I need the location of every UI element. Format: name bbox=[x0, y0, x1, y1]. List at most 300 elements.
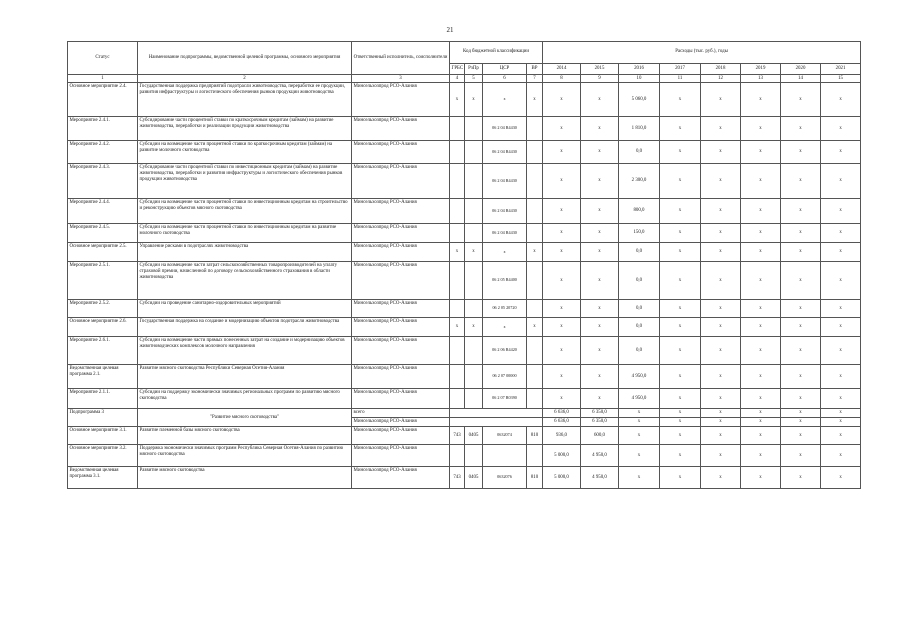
row-executor: Минсельхозпрод РСО-Алания bbox=[352, 389, 450, 409]
table-row bbox=[68, 262, 861, 300]
row-y2016: 0,0 bbox=[619, 243, 660, 262]
row-rzpr bbox=[465, 337, 483, 365]
row-y2015: x bbox=[581, 365, 619, 389]
row-y2014: x bbox=[543, 337, 581, 365]
row-y2021: x bbox=[821, 467, 861, 489]
row-y2018: x bbox=[701, 318, 741, 337]
row-status: Основное мероприятие 3.1. bbox=[68, 427, 138, 445]
row-name: Субсидии на возмещение части процентной ставки по инвестиционным кредитам на развитие молочного скотоводства bbox=[138, 224, 352, 243]
header-year: 2014 bbox=[543, 64, 581, 75]
row-status: Мероприятие 2.4.4. bbox=[68, 199, 138, 224]
row-grbs bbox=[450, 445, 465, 467]
row-y2017: x bbox=[660, 445, 701, 467]
row-rzpr bbox=[465, 117, 483, 141]
column-number: 15 bbox=[821, 75, 861, 83]
row-status: Основное мероприятие 2.5. bbox=[68, 243, 138, 262]
row-name: Субсидирование части процентной ставки по инвестиционным кредитам (займам) на развитие животноводства, переработки и развития инфраструктуры и логистического обеспечения рынков продукции животноводства bbox=[138, 164, 352, 199]
row-csr: x bbox=[483, 318, 527, 337]
sub3-total-y2014: 6 636,0 bbox=[543, 409, 581, 418]
row-y2021: x bbox=[821, 243, 861, 262]
row-grbs: x bbox=[450, 243, 465, 262]
row-executor: Минсельхозпрод РСО-Алания bbox=[352, 243, 450, 262]
row-rzpr bbox=[465, 300, 483, 318]
row-status: Мероприятие 2.4.5. bbox=[68, 224, 138, 243]
row-csr: 06 2 04 R4430 bbox=[483, 164, 527, 199]
row-y2016: 0,0 bbox=[619, 318, 660, 337]
row-vr bbox=[527, 224, 543, 243]
row-status: Мероприятие 2.4.1. bbox=[68, 117, 138, 141]
row-y2017: x bbox=[660, 300, 701, 318]
row-status: Основное мероприятие 3.2. bbox=[68, 445, 138, 467]
row-status: Ведомственная целевая программа 2.1. bbox=[68, 365, 138, 389]
sub3-name: "Развитие мясного скотоводства" bbox=[138, 409, 352, 427]
column-number: 11 bbox=[660, 75, 701, 83]
row-y2019: x bbox=[741, 83, 781, 117]
row-rzpr: x bbox=[465, 83, 483, 117]
row-y2018: x bbox=[701, 300, 741, 318]
sub3-exec-y2016: x bbox=[619, 418, 660, 427]
row-y2018: x bbox=[701, 83, 741, 117]
row-y2018: x bbox=[701, 262, 741, 300]
row-y2020: x bbox=[781, 445, 821, 467]
row-y2017: x bbox=[660, 224, 701, 243]
row-y2020: x bbox=[781, 83, 821, 117]
row-csr: 06 2 05 R4400 bbox=[483, 262, 527, 300]
sub3-total-y2018: x bbox=[701, 409, 741, 418]
header-year: 2019 bbox=[741, 64, 781, 75]
row-status: Мероприятие 2.4.3. bbox=[68, 164, 138, 199]
row-y2020: x bbox=[781, 243, 821, 262]
row-y2016: 4 950,0 bbox=[619, 389, 660, 409]
row-y2017: x bbox=[660, 262, 701, 300]
row-y2016: 0,0 bbox=[619, 141, 660, 164]
row-y2018: x bbox=[701, 141, 741, 164]
header-expenses: Расходы (тыс. руб.), годы bbox=[543, 42, 861, 64]
row-y2020: x bbox=[781, 337, 821, 365]
row-executor: Минсельхозпрод РСО-Алания bbox=[352, 117, 450, 141]
row-y2020: x bbox=[781, 300, 821, 318]
row-y2014: x bbox=[543, 83, 581, 117]
row-y2014: x bbox=[543, 164, 581, 199]
row-csr: x bbox=[483, 243, 527, 262]
row-status: Основное мероприятие 2.4. bbox=[68, 83, 138, 117]
header-name: Наименование подпрограммы, ведомственной целевой программы, основного мероприятия bbox=[138, 42, 352, 75]
sub3-total-label: всего bbox=[352, 409, 450, 418]
row-y2017: x bbox=[660, 117, 701, 141]
row-csr: x bbox=[483, 83, 527, 117]
column-number: 5 bbox=[465, 75, 483, 83]
header-year: 2015 bbox=[581, 64, 619, 75]
row-y2015: x bbox=[581, 117, 619, 141]
row-y2019: x bbox=[741, 467, 781, 489]
row-y2017: x bbox=[660, 243, 701, 262]
program-expenses-table bbox=[67, 41, 861, 489]
row-grbs: x bbox=[450, 318, 465, 337]
table-row bbox=[68, 427, 861, 445]
row-status: Мероприятие 2.6.1. bbox=[68, 337, 138, 365]
row-vr: x bbox=[527, 318, 543, 337]
row-y2015: x bbox=[581, 243, 619, 262]
row-name: Субсидии на возмещение части процентной ставки по краткосрочным кредитам (займам) на развитие молочного скотоводства bbox=[138, 141, 352, 164]
row-rzpr: 0405 bbox=[465, 427, 483, 445]
row-y2021: x bbox=[821, 427, 861, 445]
row-y2016: 1 810,0 bbox=[619, 117, 660, 141]
header-year: 2021 bbox=[821, 64, 861, 75]
sub3-code bbox=[450, 409, 543, 418]
row-rzpr: x bbox=[465, 243, 483, 262]
header-rzpr: РзПр bbox=[465, 64, 483, 75]
row-y2018: x bbox=[701, 117, 741, 141]
row-vr bbox=[527, 300, 543, 318]
row-status: Мероприятие 2.1.1. bbox=[68, 389, 138, 409]
row-y2021: x bbox=[821, 389, 861, 409]
row-vr bbox=[527, 262, 543, 300]
row-y2016: 2 300,0 bbox=[619, 164, 660, 199]
row-y2019: x bbox=[741, 318, 781, 337]
row-executor: Минсельхозпрод РСО-Алания bbox=[352, 427, 450, 445]
column-number: 3 bbox=[352, 75, 450, 83]
column-number: 13 bbox=[741, 75, 781, 83]
row-y2020: x bbox=[781, 141, 821, 164]
row-vr: 810 bbox=[527, 467, 543, 489]
header-year: 2017 bbox=[660, 64, 701, 75]
row-y2016: 800,0 bbox=[619, 199, 660, 224]
row-y2021: x bbox=[821, 318, 861, 337]
row-name: Субсидирование части процентной ставки по краткосрочным кредитам (займам) на развитие животноводства, переработки и реализации продукции животноводства bbox=[138, 117, 352, 141]
row-y2015: 4 950,0 bbox=[581, 445, 619, 467]
row-status: Основное мероприятие 2.6. bbox=[68, 318, 138, 337]
row-y2018: x bbox=[701, 467, 741, 489]
row-y2014: x bbox=[543, 300, 581, 318]
row-name: Субсидии на проведение санитарно-оздоровительных мероприятий bbox=[138, 300, 352, 318]
table-row bbox=[68, 300, 861, 318]
column-number: 7 bbox=[527, 75, 543, 83]
header-year: 2016 bbox=[619, 64, 660, 75]
sub3-exec-y2019: x bbox=[741, 418, 781, 427]
row-y2021: x bbox=[821, 300, 861, 318]
row-executor: Минсельхозпрод РСО-Алания bbox=[352, 199, 450, 224]
row-name: Развитие мясного скотоводства Республики Северная Осетия-Алания bbox=[138, 365, 352, 389]
row-y2020: x bbox=[781, 262, 821, 300]
row-rzpr bbox=[465, 445, 483, 467]
row-name: Развитие племенной базы мясного скотоводства bbox=[138, 427, 352, 445]
row-name: Развитие мясного скотоводства bbox=[138, 467, 352, 489]
row-y2021: x bbox=[821, 141, 861, 164]
row-y2020: x bbox=[781, 365, 821, 389]
row-y2016: x bbox=[619, 445, 660, 467]
row-y2020: x bbox=[781, 224, 821, 243]
row-y2014: x bbox=[543, 389, 581, 409]
sub3-total-y2016: x bbox=[619, 409, 660, 418]
column-number: 10 bbox=[619, 75, 660, 83]
row-y2019: x bbox=[741, 243, 781, 262]
row-y2017: x bbox=[660, 365, 701, 389]
row-name: Субсидии на возмещение части затрат сельскохозяйственных товаропроизводителей на уплату страховой премии, начисленной по договору сельскохозяйственного страхования в области животноводства bbox=[138, 262, 352, 300]
row-name: Субсидии на поддержку экономически значимых региональных программ по развитию мясного скотоводства bbox=[138, 389, 352, 409]
row-rzpr bbox=[465, 365, 483, 389]
column-number: 1 bbox=[68, 75, 138, 83]
row-y2021: x bbox=[821, 164, 861, 199]
row-y2017: x bbox=[660, 164, 701, 199]
row-y2014: x bbox=[543, 243, 581, 262]
column-number: 9 bbox=[581, 75, 619, 83]
row-y2016: 0,0 bbox=[619, 262, 660, 300]
sub3-exec-y2020: x bbox=[781, 418, 821, 427]
row-csr: 06 2 04 R4430 bbox=[483, 199, 527, 224]
row-y2019: x bbox=[741, 427, 781, 445]
row-csr: 06 2 04 R4430 bbox=[483, 141, 527, 164]
row-y2014: x bbox=[543, 141, 581, 164]
row-y2019: x bbox=[741, 262, 781, 300]
row-executor: Минсельхозпрод РСО-Алания bbox=[352, 141, 450, 164]
row-y2017: x bbox=[660, 318, 701, 337]
row-y2020: x bbox=[781, 427, 821, 445]
row-y2018: x bbox=[701, 337, 741, 365]
row-executor: Минсельхозпрод РСО-Алания bbox=[352, 445, 450, 467]
row-name: Государственная поддержка на создание и модернизацию объектов подотрасли животноводства bbox=[138, 318, 352, 337]
row-y2018: x bbox=[701, 224, 741, 243]
row-y2019: x bbox=[741, 141, 781, 164]
column-number: 6 bbox=[483, 75, 527, 83]
row-rzpr bbox=[465, 164, 483, 199]
sub3-exec-y2021: x bbox=[821, 418, 861, 427]
row-rzpr bbox=[465, 389, 483, 409]
row-y2019: x bbox=[741, 337, 781, 365]
row-y2014: x bbox=[543, 117, 581, 141]
row-y2015: x bbox=[581, 262, 619, 300]
row-csr: 0632074 bbox=[483, 427, 527, 445]
row-grbs bbox=[450, 224, 465, 243]
row-grbs bbox=[450, 365, 465, 389]
sub3-exec-y2017: x bbox=[660, 418, 701, 427]
sub3-total-y2017: x bbox=[660, 409, 701, 418]
row-y2020: x bbox=[781, 467, 821, 489]
header-grbs: ГРБС bbox=[450, 64, 465, 75]
row-y2014: x bbox=[543, 365, 581, 389]
row-y2015: x bbox=[581, 318, 619, 337]
row-status: Ведомственная целевая программа 3.1. bbox=[68, 467, 138, 489]
row-csr: 06 2 07 R0390 bbox=[483, 389, 527, 409]
row-csr: 06 2 04 R4430 bbox=[483, 224, 527, 243]
row-grbs bbox=[450, 141, 465, 164]
row-y2021: x bbox=[821, 117, 861, 141]
row-y2017: x bbox=[660, 141, 701, 164]
row-name: Субсидии на возмещение части прямых понесенных затрат на создание и модернизацию объектов животноводческих комплексов молочного направления bbox=[138, 337, 352, 365]
row-y2015: x bbox=[581, 300, 619, 318]
row-executor: Минсельхозпрод РСО-Алания bbox=[352, 318, 450, 337]
table-row bbox=[68, 445, 861, 467]
row-y2017: x bbox=[660, 467, 701, 489]
row-y2016: 4 950,0 bbox=[619, 365, 660, 389]
row-vr bbox=[527, 389, 543, 409]
row-y2016: x bbox=[619, 427, 660, 445]
row-y2015: x bbox=[581, 199, 619, 224]
row-rzpr bbox=[465, 224, 483, 243]
row-y2019: x bbox=[741, 365, 781, 389]
sub3-exec-y2018: x bbox=[701, 418, 741, 427]
column-number: 14 bbox=[781, 75, 821, 83]
row-y2020: x bbox=[781, 389, 821, 409]
header-executor: Ответственный исполнитель, соисполнители bbox=[352, 42, 450, 75]
row-executor: Минсельхозпрод РСО-Алания bbox=[352, 164, 450, 199]
row-vr: x bbox=[527, 83, 543, 117]
row-grbs bbox=[450, 117, 465, 141]
row-y2021: x bbox=[821, 199, 861, 224]
row-y2016: 0,0 bbox=[619, 337, 660, 365]
row-y2017: x bbox=[660, 389, 701, 409]
row-y2015: x bbox=[581, 83, 619, 117]
row-name: Государственная поддержка предприятий подотрасли животноводства, переработки ее продукции, развития инфраструктуры и логистического обеспечения рынков продукции животноводства bbox=[138, 83, 352, 117]
row-y2019: x bbox=[741, 389, 781, 409]
row-executor: Минсельхозпрод РСО-Алания bbox=[352, 467, 450, 489]
row-y2015: x bbox=[581, 389, 619, 409]
row-name: Субсидии на возмещение части процентной ставки по инвестиционным кредитам на строительство и реконструкцию объектов мясного скотоводства bbox=[138, 199, 352, 224]
row-csr bbox=[483, 445, 527, 467]
table-row bbox=[68, 164, 861, 199]
row-executor: Минсельхозпрод РСО-Алания bbox=[352, 224, 450, 243]
row-y2018: x bbox=[701, 445, 741, 467]
column-numbers-row bbox=[68, 75, 861, 83]
row-y2018: x bbox=[701, 389, 741, 409]
row-csr: 06 2 07 00000 bbox=[483, 365, 527, 389]
row-y2015: x bbox=[581, 224, 619, 243]
row-y2019: x bbox=[741, 199, 781, 224]
table-row bbox=[68, 83, 861, 117]
row-y2019: x bbox=[741, 224, 781, 243]
row-y2019: x bbox=[741, 164, 781, 199]
table-row bbox=[68, 409, 861, 418]
row-y2021: x bbox=[821, 224, 861, 243]
row-grbs bbox=[450, 164, 465, 199]
row-y2020: x bbox=[781, 117, 821, 141]
table-row bbox=[68, 389, 861, 409]
row-y2020: x bbox=[781, 164, 821, 199]
sub3-executor: Минсельхозпрод РСО-Алания bbox=[352, 418, 450, 427]
row-y2020: x bbox=[781, 199, 821, 224]
table-row bbox=[68, 243, 861, 262]
header-status: Статус bbox=[68, 42, 138, 75]
row-rzpr: x bbox=[465, 318, 483, 337]
row-csr: 06 2 06 R4420 bbox=[483, 337, 527, 365]
row-y2014: 5 000,0 bbox=[543, 445, 581, 467]
row-y2015: x bbox=[581, 141, 619, 164]
row-rzpr: 0405 bbox=[465, 467, 483, 489]
row-executor: Минсельхозпрод РСО-Алания bbox=[352, 337, 450, 365]
row-csr: 0632076 bbox=[483, 467, 527, 489]
row-y2016: x bbox=[619, 467, 660, 489]
row-vr bbox=[527, 117, 543, 141]
row-y2017: x bbox=[660, 337, 701, 365]
sub3-total-y2019: x bbox=[741, 409, 781, 418]
row-y2016: 0,0 bbox=[619, 300, 660, 318]
row-y2015: 600,0 bbox=[581, 427, 619, 445]
sub3-exec-y2015: 6 350,0 bbox=[581, 418, 619, 427]
row-y2018: x bbox=[701, 164, 741, 199]
row-executor: Минсельхозпрод РСО-Алания bbox=[352, 262, 450, 300]
row-grbs bbox=[450, 262, 465, 300]
column-number: 8 bbox=[543, 75, 581, 83]
row-y2019: x bbox=[741, 445, 781, 467]
row-y2014: 936,0 bbox=[543, 427, 581, 445]
row-y2021: x bbox=[821, 83, 861, 117]
sub3-status: Подпрограмма 3 bbox=[68, 409, 138, 427]
row-vr bbox=[527, 141, 543, 164]
row-y2021: x bbox=[821, 445, 861, 467]
sub3-total-y2020: x bbox=[781, 409, 821, 418]
row-executor: Минсельхозпрод РСО-Алания bbox=[352, 300, 450, 318]
row-vr bbox=[527, 199, 543, 224]
table-row bbox=[68, 199, 861, 224]
row-y2014: x bbox=[543, 262, 581, 300]
row-y2017: x bbox=[660, 83, 701, 117]
row-csr: 06 2 04 R4430 bbox=[483, 117, 527, 141]
row-grbs bbox=[450, 300, 465, 318]
row-executor: Минсельхозпрод РСО-Алания bbox=[352, 83, 450, 117]
row-y2018: x bbox=[701, 365, 741, 389]
row-y2017: x bbox=[660, 199, 701, 224]
row-y2015: x bbox=[581, 337, 619, 365]
row-grbs: x bbox=[450, 83, 465, 117]
row-vr bbox=[527, 337, 543, 365]
sub3-exec-y2014: 6 636,0 bbox=[543, 418, 581, 427]
row-y2017: x bbox=[660, 427, 701, 445]
row-y2014: x bbox=[543, 224, 581, 243]
row-name: Поддержка экономически значимых программ Республика Северная Осетия-Алания по развитию мясного скотоводства bbox=[138, 445, 352, 467]
row-y2021: x bbox=[821, 337, 861, 365]
row-y2019: x bbox=[741, 117, 781, 141]
row-rzpr bbox=[465, 199, 483, 224]
row-grbs: 743 bbox=[450, 427, 465, 445]
row-grbs: 743 bbox=[450, 467, 465, 489]
row-name: Управление рисками в подотраслях животноводства bbox=[138, 243, 352, 262]
row-vr: x bbox=[527, 243, 543, 262]
table-row bbox=[68, 318, 861, 337]
row-csr: 06 2 05 20720 bbox=[483, 300, 527, 318]
row-status: Мероприятие 2.5.2. bbox=[68, 300, 138, 318]
row-vr bbox=[527, 164, 543, 199]
row-status: Мероприятие 2.4.2. bbox=[68, 141, 138, 164]
row-y2021: x bbox=[821, 365, 861, 389]
page-number: 21 bbox=[446, 26, 454, 34]
row-y2014: x bbox=[543, 199, 581, 224]
row-y2018: x bbox=[701, 427, 741, 445]
row-rzpr bbox=[465, 262, 483, 300]
header-year: 2020 bbox=[781, 64, 821, 75]
table-row bbox=[68, 337, 861, 365]
row-rzpr bbox=[465, 141, 483, 164]
row-vr: 810 bbox=[527, 427, 543, 445]
column-number: 2 bbox=[138, 75, 352, 83]
header-csr: ЦСР bbox=[483, 64, 527, 75]
header-year: 2018 bbox=[701, 64, 741, 75]
row-y2021: x bbox=[821, 262, 861, 300]
row-grbs bbox=[450, 389, 465, 409]
row-y2015: x bbox=[581, 164, 619, 199]
row-y2018: x bbox=[701, 243, 741, 262]
row-y2019: x bbox=[741, 300, 781, 318]
header-vr: ВР bbox=[527, 64, 543, 75]
sub3-total-y2015: 6 350,0 bbox=[581, 409, 619, 418]
table-row bbox=[68, 467, 861, 489]
row-vr bbox=[527, 365, 543, 389]
column-number: 4 bbox=[450, 75, 465, 83]
table-row bbox=[68, 365, 861, 389]
sub3-total-y2021: x bbox=[821, 409, 861, 418]
row-y2016: 5 060,0 bbox=[619, 83, 660, 117]
sub3-code bbox=[450, 418, 543, 427]
header-budget-code: Код бюджетной классификации bbox=[450, 42, 543, 64]
row-vr bbox=[527, 445, 543, 467]
